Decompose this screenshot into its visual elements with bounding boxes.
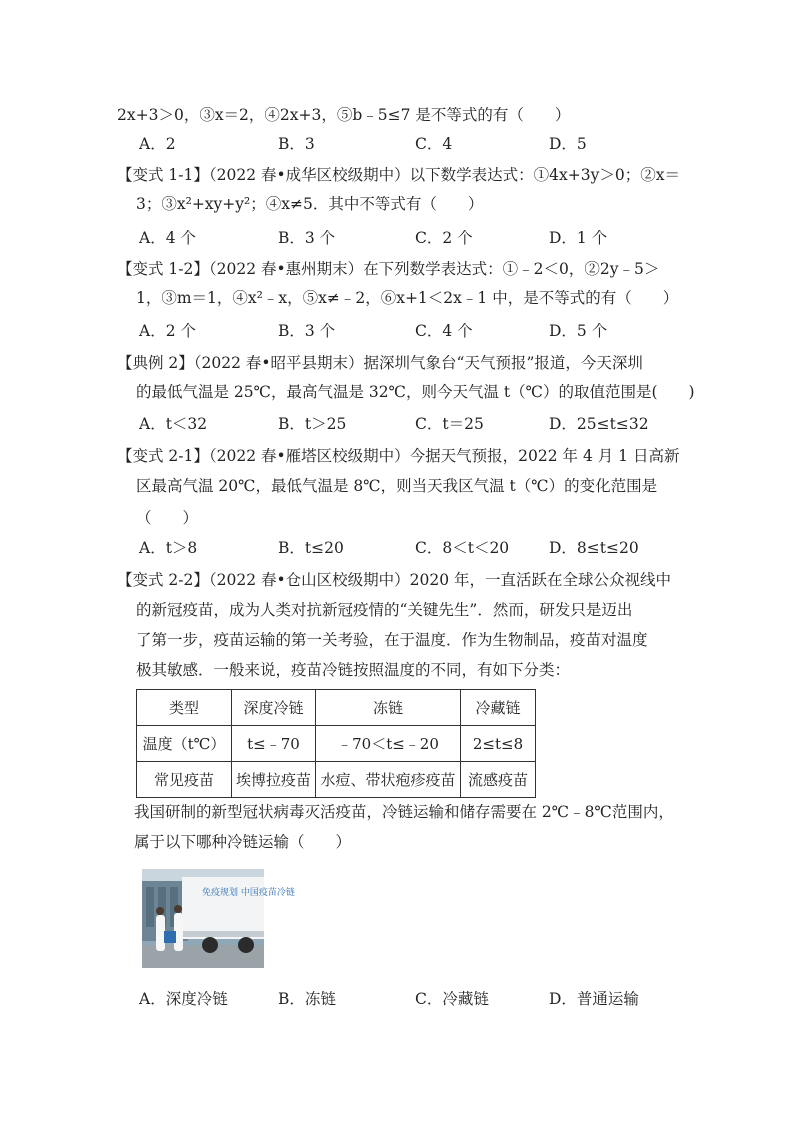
option-c[interactable]: C．2 个 (415, 229, 473, 247)
table-cell: 2≤t≤8 (461, 726, 536, 762)
option-c[interactable]: C．冷藏链 (415, 990, 489, 1008)
option-d[interactable]: D．25≤t≤32 (549, 415, 649, 433)
variant-2-2-line2: 的新冠疫苗，成为人类对抗新冠疫情的“关键先生”．然而，研发只是迈出 (136, 601, 633, 619)
table-cell: 深度冷链 (232, 690, 316, 726)
table-cell: 水痘、带状疱疹疫苗 (316, 762, 461, 798)
question-stem-tail: 2x+3＞0，③x＝2，④2x+3，⑤b﹣5≤7 是不等式的有（ ） (117, 106, 571, 124)
table-cell: 温度（t℃） (137, 726, 232, 762)
option-b[interactable]: B．t＞25 (278, 415, 347, 433)
variant-2-2-line3: 了第一步，疫苗运输的第一关考验，在于温度．作为生物制品，疫苗对温度 (136, 631, 648, 649)
table-row (137, 726, 536, 762)
variant-2-1-line2: 区最高气温 20℃，最低气温是 8℃，则当天我区气温 t（℃）的变化范围是 (136, 477, 658, 495)
table-cell: 冷藏链 (461, 690, 536, 726)
table-cell: 常见疫苗 (137, 762, 232, 798)
option-d[interactable]: D．8≤t≤20 (549, 539, 639, 557)
option-a[interactable]: A．深度冷链 (139, 990, 228, 1008)
option-c[interactable]: C．4 (415, 135, 453, 153)
option-c[interactable]: C．t＝25 (415, 415, 484, 433)
example-2-line1: 【典例 2】（2022 春•昭平县期末）据深圳气象台“天气预报”报道，今天深圳 (117, 354, 643, 372)
cold-chain-truck-photo (142, 869, 295, 968)
option-b[interactable]: B．t≤20 (278, 539, 344, 557)
variant-2-2-after2: 属于以下哪种冷链运输（ ） (134, 833, 352, 851)
option-b[interactable]: B．3 个 (278, 229, 336, 247)
variant-1-1-line2: 3；③x²+xy+y²；④x≠5．其中不等式有（ ） (136, 195, 484, 213)
table-row (137, 690, 536, 726)
variant-2-2-line4: 极其敏感．一般来说，疫苗冷链按照温度的不同，有如下分类： (136, 661, 571, 679)
table-cell: t≤﹣70 (232, 726, 316, 762)
option-b[interactable]: B．3 个 (278, 322, 336, 340)
variant-2-1-line3: （ ） (136, 509, 199, 527)
option-a[interactable]: A．2 个 (139, 322, 196, 340)
table-cell: 埃博拉疫苗 (232, 762, 316, 798)
table-cell: 流感疫苗 (461, 762, 536, 798)
option-b[interactable]: B．冻链 (278, 990, 336, 1008)
variant-2-1-line1: 【变式 2-1】（2022 春•雁塔区校级期中）今据天气预报，2022 年 4 月 1 日高新 (117, 447, 680, 465)
option-d[interactable]: D．5 个 (549, 322, 608, 340)
variant-2-2-after1: 我国研制的新型冠状病毒灭活疫苗，冷链运输和储存需要在 2℃﹣8℃范围内， (134, 803, 674, 821)
option-c[interactable]: C．8＜t＜20 (415, 539, 510, 557)
option-b[interactable]: B．3 (278, 135, 315, 153)
example-2-line2: 的最低气温是 25℃，最高气温是 32℃，则今天气温 t（℃）的取值范围是( ) (136, 383, 695, 401)
truck-label: 免疫规划 中国疫苗冷链 (202, 888, 295, 898)
variant-2-2-line1: 【变式 2-2】（2022 春•仓山区校级期中）2020 年，一直活跃在全球公众视线中 (117, 571, 672, 589)
table-cell: ﹣70＜t≤﹣20 (316, 726, 461, 762)
option-d[interactable]: D．5 (549, 135, 587, 153)
variant-1-2-line2: 1，③m＝1，④x²﹣x，⑤x≠﹣2，⑥x+1＜2x﹣1 中，是不等式的有（ ） (136, 289, 679, 307)
table-row (137, 762, 536, 798)
table-cell: 冻链 (316, 690, 461, 726)
table-cell: 类型 (137, 690, 232, 726)
variant-1-2-line1: 【变式 1-2】（2022 春•惠州期末）在下列数学表达式：①﹣2＜0，②2y﹣5＞ (117, 260, 660, 278)
option-d[interactable]: D．普通运输 (549, 990, 639, 1008)
option-a[interactable]: A．2 (139, 135, 176, 153)
option-a[interactable]: A．t＞8 (139, 539, 198, 557)
option-a[interactable]: A．4 个 (139, 229, 196, 247)
variant-1-1-line1: 【变式 1-1】（2022 春•成华区校级期中）以下数学表达式：①4x+3y＞0；②x＝ (117, 166, 680, 184)
option-c[interactable]: C．4 个 (415, 322, 473, 340)
cold-chain-table (136, 689, 536, 798)
option-a[interactable]: A．t＜32 (139, 415, 208, 433)
option-d[interactable]: D．1 个 (549, 229, 608, 247)
